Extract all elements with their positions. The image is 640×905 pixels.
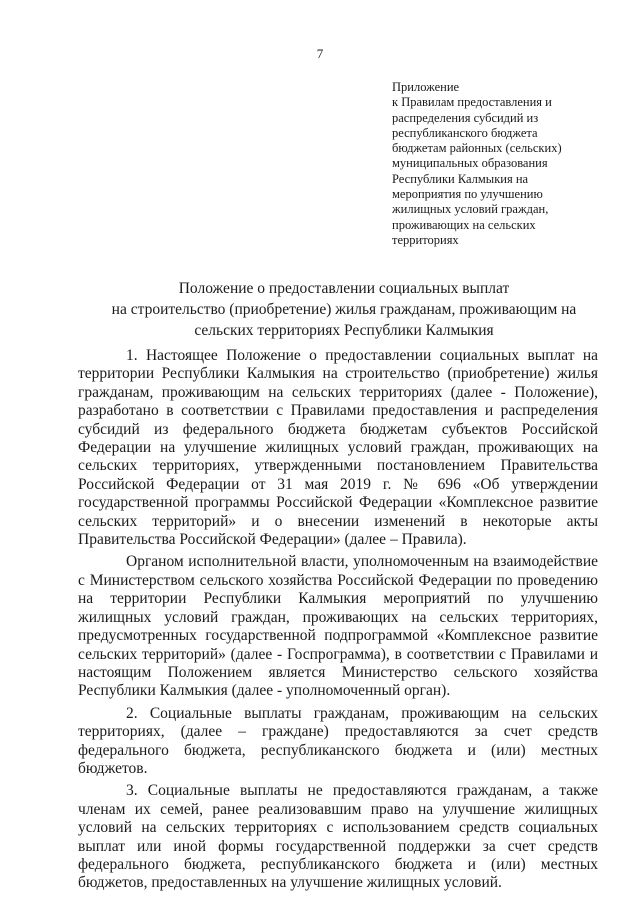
paragraph-line: с Министерством сельского хозяйства Российской Федерации по проведению xyxy=(78,571,598,589)
paragraph xyxy=(78,347,598,549)
paragraph-line: предусмотренных государственной подпрограммой «Комплексное развитие xyxy=(78,627,598,645)
paragraph-line: сельских территорий» и о внесении изменений в некоторые акты xyxy=(78,512,598,530)
document-body xyxy=(78,347,598,897)
appendix-line: республиканского бюджета xyxy=(392,125,538,140)
paragraph-line: 1. Настоящее Положение о предоставлении социальных выплат на xyxy=(126,347,598,364)
title-line: Положение о предоставлении социальных выплат xyxy=(178,280,510,297)
paragraph-line: Правительства Российской Федерации» (далее – Правила). xyxy=(78,531,467,549)
appendix-line: Республики Калмыкия на xyxy=(392,171,529,186)
appendix-line: жилищных условий граждан, xyxy=(392,202,549,217)
paragraph-line: 2. Социальные выплаты гражданам, проживающим на сельских xyxy=(126,704,598,722)
title-line: на строительство (приобретение) жилья гражданам, проживающим на xyxy=(111,301,577,318)
paragraph-line: сельских территориях, утвержденными постановлением Правительства xyxy=(78,457,598,475)
paragraph-line: федерального бюджета, республиканского бюджета и (или) местных xyxy=(78,855,598,873)
paragraph-line: на территории Республики Калмыкия мероприятий по улучшению xyxy=(78,590,598,608)
paragraph-line: Федерации на улучшение жилищных условий граждан, проживающих на xyxy=(78,439,598,457)
paragraph-line: Органом исполнительной власти, уполномоченным на взаимодействие xyxy=(126,553,598,571)
paragraph-line: государственной программы Российской Федерации «Комплексное развитие xyxy=(78,494,598,512)
paragraph-line: Республики Калмыкия (далее - уполномоченный орган). xyxy=(78,682,451,700)
title-line: сельских территориях Республики Калмыкия xyxy=(194,322,494,339)
paragraph-line: территориях, (далее – граждане) предоставляются за счет средств xyxy=(78,723,598,741)
appendix-line: мероприятия по улучшению xyxy=(392,187,543,202)
appendix-note xyxy=(392,80,617,248)
appendix-line: Приложение xyxy=(392,80,460,94)
page-number: 7 xyxy=(316,46,324,61)
document-title xyxy=(60,278,628,341)
paragraph-line: Российской Федерации от 31 мая 2019 г. № 696 «Об утверждении xyxy=(78,475,598,493)
paragraph-line: настоящим Положением является Министерство сельского хозяйства xyxy=(78,663,598,681)
appendix-line: муниципальных образования xyxy=(392,156,548,171)
paragraph-line: бюджетов, предоставленных на улучшение жилищных условий. xyxy=(78,874,502,892)
paragraph xyxy=(78,553,598,700)
paragraph-line: бюджетов. xyxy=(78,759,148,777)
paragraph-line: членам их семей, ранее реализовавшим право на улучшение жилищных xyxy=(78,800,598,818)
paragraph-line: жилищных условий граждан, проживающих на сельских территориях, xyxy=(78,608,598,626)
appendix-line: проживающих на сельских xyxy=(392,217,536,232)
paragraph xyxy=(78,705,598,779)
appendix-line: к Правилам предоставления и xyxy=(392,95,552,110)
appendix-line: распределения субсидий из xyxy=(392,110,539,125)
appendix-line: бюджетам районных (сельских) xyxy=(392,141,562,156)
paragraph-line: разработано в соответствии с Правилами предоставления и распределения xyxy=(78,402,598,420)
paragraph-line: территории Республики Калмыкия на строительство (приобретение) жилья xyxy=(78,365,598,383)
appendix-line: территориях xyxy=(392,232,459,247)
paragraph-line: условий на сельских территориях с использованием средств социальных xyxy=(78,819,598,837)
paragraph-line: субсидий из федерального бюджета бюджетам субъектов Российской xyxy=(78,420,598,438)
paragraph xyxy=(78,782,598,892)
paragraph-line: выплат или иной формы государственной поддержки за счет средств xyxy=(78,837,598,855)
paragraph-line: федерального бюджета, республиканского бюджета и (или) местных xyxy=(78,741,598,759)
paragraph-line: гражданам, проживающим на сельских территориях (далее - Положение), xyxy=(78,383,598,401)
paragraph-line: 3. Социальные выплаты не предоставляются гражданам, а также xyxy=(126,782,598,800)
paragraph-line: сельских территорий» (далее - Госпрограмма), в соответствии с Правилами и xyxy=(78,645,598,663)
